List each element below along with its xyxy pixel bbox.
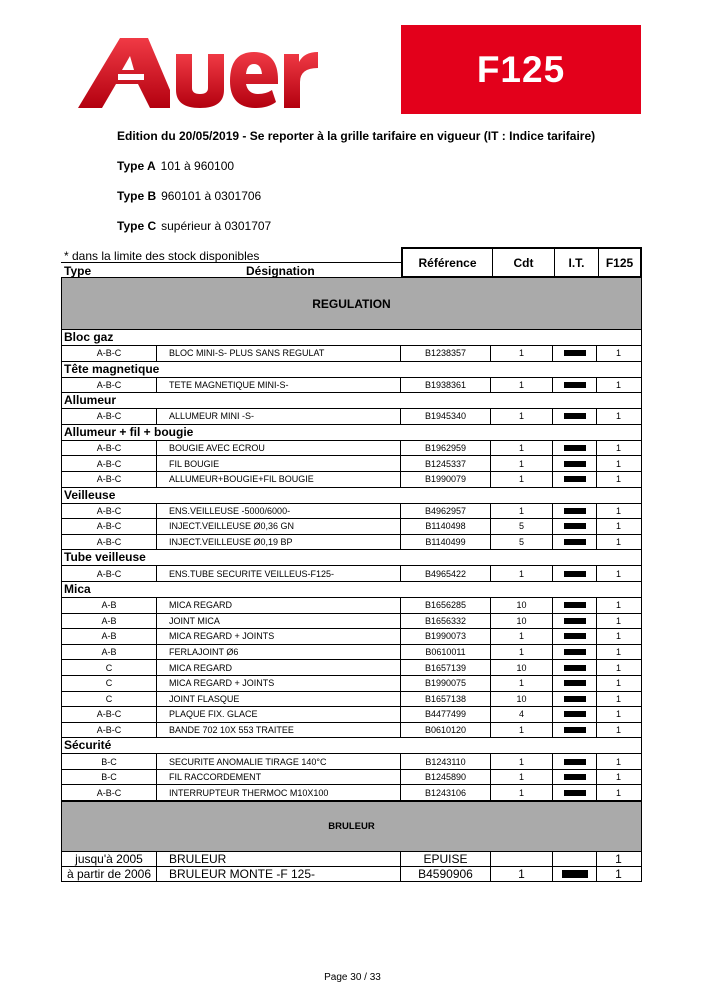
row-it [553, 472, 597, 487]
it-redacted-bar [564, 711, 586, 717]
type-a-value: 101 à 960100 [160, 159, 235, 173]
type-b-label: Type B [117, 189, 157, 203]
row-cdt: 1 [491, 441, 553, 456]
section-band: BRULEUR [62, 801, 641, 852]
row-cdt: 1 [491, 346, 553, 361]
row-cdt: 1 [491, 504, 553, 519]
row-designation: INJECT.VEILLEUSE Ø0,36 GN [157, 519, 401, 534]
edition-line: Edition du 20/05/2019 - Se reporter à la grille tarifaire en vigueur (IT : Indice tarifaire) [117, 129, 596, 143]
model-box: F125 [401, 25, 641, 114]
row-designation: MICA REGARD + JOINTS [157, 629, 401, 644]
table-row [62, 409, 641, 425]
col-header-type: Type [64, 264, 92, 278]
row-designation: BRULEUR MONTE -F 125- [157, 867, 401, 881]
table-row [62, 770, 641, 786]
row-designation: MICA REGARD [157, 598, 401, 613]
row-it [553, 707, 597, 722]
row-reference: B4965422 [401, 566, 491, 581]
row-it [553, 645, 597, 660]
row-reference: B4477499 [401, 707, 491, 722]
row-f125: 1 [615, 662, 621, 673]
row-reference: B4590906 [401, 867, 491, 881]
table-row [62, 441, 641, 457]
row-reference: B1938361 [401, 378, 491, 393]
row-type: A-B-C [62, 535, 157, 550]
col-header-designation: Désignation [246, 264, 315, 278]
row-reference: EPUISE [401, 852, 491, 866]
row-it [553, 867, 597, 881]
row-f125: 1 [615, 443, 621, 454]
category-heading: Allumeur + fil + bougie [62, 425, 641, 441]
row-designation: TETE MAGNETIQUE MINI-S- [157, 378, 401, 393]
row-it [553, 676, 597, 691]
row-type: C [62, 692, 157, 707]
row-f125: 1 [615, 867, 622, 882]
category-heading: Bloc gaz [62, 330, 641, 346]
row-cdt: 1 [491, 723, 553, 738]
table-row [62, 852, 641, 867]
it-redacted-bar [564, 571, 586, 577]
row-reference: B1140498 [401, 519, 491, 534]
row-type: C [62, 676, 157, 691]
row-f125: 1 [615, 474, 621, 485]
row-it [553, 346, 597, 361]
row-reference: B1962959 [401, 441, 491, 456]
col-header-reference: Référence [403, 249, 493, 276]
auer-logo [78, 30, 328, 120]
row-f125: 1 [615, 724, 621, 735]
it-redacted-bar [562, 870, 588, 878]
type-b-value: 960101 à 0301706 [161, 189, 262, 203]
it-redacted-bar [564, 727, 586, 733]
row-designation: ALLUMEUR MINI -S- [157, 409, 401, 424]
type-a-label: Type A [117, 159, 156, 173]
row-cdt: 1 [491, 409, 553, 424]
row-it [553, 629, 597, 644]
it-redacted-bar [564, 774, 586, 780]
col-header-cdt: Cdt [493, 249, 555, 276]
row-designation: SECURITE ANOMALIE TIRAGE 140°C [157, 754, 401, 769]
table-row [62, 754, 641, 770]
row-designation: MICA REGARD + JOINTS [157, 676, 401, 691]
row-type: A-B-C [62, 472, 157, 487]
row-type: A-B-C [62, 456, 157, 471]
table-row [62, 456, 641, 472]
row-type: à partir de 2006 [62, 867, 157, 881]
row-cdt: 1 [491, 456, 553, 471]
row-f125: 1 [615, 756, 621, 767]
category-heading: Sécurité [62, 738, 641, 754]
row-cdt: 10 [491, 598, 553, 613]
row-f125: 1 [615, 631, 621, 642]
row-cdt: 1 [491, 785, 553, 800]
col-header-it: I.T. [555, 249, 599, 276]
row-cdt: 5 [491, 535, 553, 550]
row-it [553, 409, 597, 424]
table-row [62, 645, 641, 661]
it-redacted-bar [564, 539, 586, 545]
row-f125: 1 [615, 647, 621, 658]
table-header-right [401, 247, 642, 278]
row-designation: MICA REGARD [157, 660, 401, 675]
row-f125: 1 [615, 568, 621, 579]
table-row [62, 867, 641, 882]
row-designation: FIL RACCORDEMENT [157, 770, 401, 785]
row-reference: B1656285 [401, 598, 491, 613]
it-redacted-bar [564, 618, 586, 624]
row-type: A-B [62, 629, 157, 644]
row-cdt: 1 [491, 770, 553, 785]
row-it [553, 614, 597, 629]
row-cdt: 5 [491, 519, 553, 534]
row-it [553, 441, 597, 456]
table-row [62, 614, 641, 630]
table-row [62, 346, 641, 362]
category-heading: Tête magnetique [62, 362, 641, 378]
row-designation: ENS.VEILLEUSE -5000/6000- [157, 504, 401, 519]
row-it [553, 535, 597, 550]
row-type: C [62, 660, 157, 675]
it-redacted-bar [564, 461, 586, 467]
row-cdt: 10 [491, 692, 553, 707]
row-f125: 1 [615, 537, 621, 548]
table-row [62, 707, 641, 723]
row-reference: B1140499 [401, 535, 491, 550]
page-number: Page 30 / 33 [324, 972, 381, 983]
table-row [62, 504, 641, 520]
row-it [553, 770, 597, 785]
table-row [62, 629, 641, 645]
table-row [62, 785, 641, 801]
row-reference: B1243110 [401, 754, 491, 769]
row-cdt: 1 [491, 867, 553, 881]
category-heading: Tube veilleuse [62, 550, 641, 566]
it-redacted-bar [564, 523, 586, 529]
row-f125: 1 [615, 772, 621, 783]
type-c-line [117, 219, 271, 233]
it-redacted-bar [564, 602, 586, 608]
row-designation: BOUGIE AVEC ECROU [157, 441, 401, 456]
row-cdt: 1 [491, 566, 553, 581]
row-type: B-C [62, 770, 157, 785]
row-reference: B1245337 [401, 456, 491, 471]
row-f125: 1 [615, 852, 622, 867]
row-type: A-B-C [62, 723, 157, 738]
row-f125: 1 [615, 600, 621, 611]
row-f125: 1 [615, 521, 621, 532]
row-f125: 1 [615, 348, 621, 359]
row-cdt [491, 852, 553, 866]
row-type: A-B-C [62, 346, 157, 361]
row-f125: 1 [615, 458, 621, 469]
row-cdt: 1 [491, 676, 553, 691]
row-f125: 1 [615, 615, 621, 626]
row-it [553, 378, 597, 393]
row-type: A-B-C [62, 409, 157, 424]
row-reference: B4962957 [401, 504, 491, 519]
row-designation: BLOC MINI-S- PLUS SANS REGULAT [157, 346, 401, 361]
row-designation: JOINT MICA [157, 614, 401, 629]
row-type: A-B-C [62, 378, 157, 393]
table-row [62, 566, 641, 582]
row-type: A-B-C [62, 707, 157, 722]
row-f125: 1 [615, 709, 621, 720]
it-redacted-bar [564, 649, 586, 655]
table-row [62, 378, 641, 394]
row-f125: 1 [615, 379, 621, 390]
row-cdt: 10 [491, 660, 553, 675]
row-designation: INTERRUPTEUR THERMOC M10X100 [157, 785, 401, 800]
row-reference: B1990079 [401, 472, 491, 487]
type-b-line [117, 189, 261, 203]
row-it [553, 723, 597, 738]
row-designation: BANDE 702 10X 553 TRAITEE [157, 723, 401, 738]
row-type: A-B-C [62, 519, 157, 534]
row-designation: JOINT FLASQUE [157, 692, 401, 707]
row-designation: FIL BOUGIE [157, 456, 401, 471]
type-c-value: supérieur à 0301707 [161, 219, 272, 233]
row-reference: B1243106 [401, 785, 491, 800]
table-row [62, 723, 641, 739]
it-redacted-bar [564, 696, 586, 702]
it-redacted-bar [564, 633, 586, 639]
it-redacted-bar [564, 790, 586, 796]
row-designation: PLAQUE FIX. GLACE [157, 707, 401, 722]
table-row [62, 472, 641, 488]
row-reference: B1656332 [401, 614, 491, 629]
row-type: A-B [62, 598, 157, 613]
row-it [553, 504, 597, 519]
row-f125: 1 [615, 411, 621, 422]
it-redacted-bar [564, 680, 586, 686]
table-row [62, 660, 641, 676]
type-c-label: Type C [117, 219, 157, 233]
row-designation: BRULEUR [157, 852, 401, 866]
row-it [553, 785, 597, 800]
category-heading: Mica [62, 582, 641, 598]
row-designation: ALLUMEUR+BOUGIE+FIL BOUGIE [157, 472, 401, 487]
it-redacted-bar [564, 508, 586, 514]
row-reference: B0610120 [401, 723, 491, 738]
row-f125: 1 [615, 505, 621, 516]
row-f125: 1 [615, 693, 621, 704]
row-type: A-B-C [62, 441, 157, 456]
row-cdt: 10 [491, 614, 553, 629]
row-cdt: 1 [491, 645, 553, 660]
row-it [553, 852, 597, 866]
row-it [553, 519, 597, 534]
table-row [62, 598, 641, 614]
row-type: A-B-C [62, 566, 157, 581]
table-row [62, 535, 641, 551]
it-redacted-bar [564, 759, 586, 765]
it-redacted-bar [564, 476, 586, 482]
col-header-f125: F125 [605, 255, 634, 270]
it-redacted-bar [564, 350, 586, 356]
table-row [62, 519, 641, 535]
row-it [553, 456, 597, 471]
row-type: A-B-C [62, 504, 157, 519]
row-it [553, 754, 597, 769]
section-band: REGULATION [62, 278, 641, 330]
row-designation: INJECT.VEILLEUSE Ø0,19 BP [157, 535, 401, 550]
row-cdt: 4 [491, 707, 553, 722]
row-reference: B1238357 [401, 346, 491, 361]
row-f125: 1 [615, 678, 621, 689]
it-redacted-bar [564, 445, 586, 451]
parts-table [61, 278, 642, 882]
category-heading: Veilleuse [62, 488, 641, 504]
row-designation: ENS.TUBE SECURITE VEILLEUS-F125- [157, 566, 401, 581]
row-type: jusqu'à 2005 [62, 852, 157, 866]
row-type: B-C [62, 754, 157, 769]
row-cdt: 1 [491, 754, 553, 769]
stock-note: * dans la limite des stock disponibles [64, 249, 260, 263]
type-a-line [117, 159, 234, 173]
table-row [62, 692, 641, 708]
row-type: A-B [62, 614, 157, 629]
it-redacted-bar [564, 413, 586, 419]
row-it [553, 598, 597, 613]
row-it [553, 692, 597, 707]
row-reference: B1657138 [401, 692, 491, 707]
table-row [62, 676, 641, 692]
row-cdt: 1 [491, 629, 553, 644]
table-header-left [61, 262, 401, 278]
brand-name: Auer [78, 30, 81, 31]
row-reference: B1657139 [401, 660, 491, 675]
row-reference: B0610011 [401, 645, 491, 660]
it-redacted-bar [564, 382, 586, 388]
row-it [553, 566, 597, 581]
it-redacted-bar [564, 665, 586, 671]
row-reference: B1990075 [401, 676, 491, 691]
category-heading: Allumeur [62, 393, 641, 409]
row-reference: B1245890 [401, 770, 491, 785]
row-f125: 1 [615, 787, 621, 798]
row-type: A-B-C [62, 785, 157, 800]
row-cdt: 1 [491, 472, 553, 487]
row-cdt: 1 [491, 378, 553, 393]
row-reference: B1990073 [401, 629, 491, 644]
row-designation: FERLAJOINT Ø6 [157, 645, 401, 660]
row-reference: B1945340 [401, 409, 491, 424]
row-it [553, 660, 597, 675]
row-type: A-B [62, 645, 157, 660]
